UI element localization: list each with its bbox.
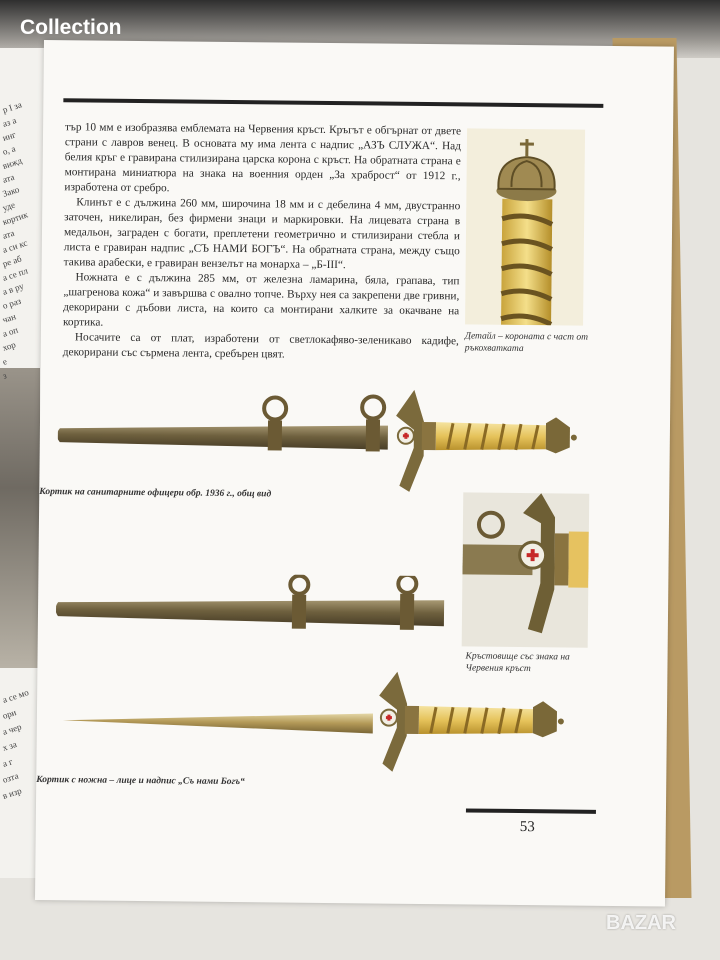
- paragraph: Ножната е с дължина 285 мм, от железна ламарина, бяла, грапава, тип „шагренова кожа“ и завършва с овално топче. Върху нея са закрепени две гривни, декорирани с дъбови листа, на които са монтирани халките за окачване на кортика.: [62, 271, 460, 329]
- left-page-caption-line: в изр: [1, 785, 23, 801]
- dagger-unsheathed-image: [62, 664, 583, 787]
- crossguard-photo: [462, 492, 590, 647]
- left-page-text-line: вижд: [1, 155, 24, 171]
- left-page-text-line: кортик: [1, 209, 30, 227]
- left-page-text-line: а си кс: [1, 237, 29, 255]
- book-page: [35, 40, 674, 907]
- left-page-caption-line: ори: [1, 707, 18, 721]
- left-page-text-line: а в ру: [1, 280, 25, 297]
- paragraph: Клинът е с дължина 260 мм, широчина 18 мм и с дебелина 4 мм, двустранно заточен, никелиран, без фирмени знаци и маркировки. На лицевата страна в медальон, заграден с богати, преплетени геометрично и стилизирани стебла и листа е гравиран надпис „СЪ НАМИ БОГЪ“. На обратната страна, между също такива арабески, е гравиран вензелът на монарха – „Б-ІІІ“.: [63, 196, 461, 272]
- left-page-text-line: чан: [1, 311, 18, 325]
- page-number: 53: [519, 819, 535, 836]
- caption-dagger-unsheathed: Кортик с ножна – лице и надпис „Съ нами Богъ“: [36, 774, 245, 788]
- left-page-caption-line: а се мо: [1, 687, 30, 705]
- caption-dagger-full: Кортик на санитарните офицери обр. 1936 г., общ вид: [39, 486, 272, 500]
- left-page-caption-line: а чер: [1, 721, 23, 737]
- scabbard-image: [56, 572, 457, 638]
- paragraph: тър 10 мм е изобразява емблемата на Червения кръст. Кръгът е обгърнат от двете страни с лавров венец. В основата му има лента с надпис „АЗЪ СЛУЖА“. Над белия кръг е гравирана стилизирана царска корона с кръст. На обратната страна е монтирана миниатюра на знака на военния орден „За храброст“ от 1912 г., изработена от сребро.: [64, 121, 462, 195]
- app-title: Collection: [20, 16, 122, 39]
- left-page-text-line: хор: [1, 339, 17, 353]
- top-rule: [63, 98, 603, 108]
- left-page-text-line: ре аб: [1, 253, 23, 269]
- left-page-caption-line: х за: [1, 739, 18, 753]
- hilt-detail-image: [465, 128, 585, 325]
- left-page-text-line: уде: [1, 199, 17, 213]
- left-page-text-line: о раз: [1, 295, 23, 311]
- left-page-text-line: инг: [1, 129, 18, 143]
- crossguard-image: [462, 492, 590, 647]
- hilt-detail-photo: [465, 128, 585, 325]
- left-page-text-line: з: [1, 370, 8, 381]
- left-page-photo: [0, 368, 40, 668]
- left-page-caption-line: озта: [1, 770, 20, 785]
- left-page-text-line: аз а: [1, 115, 18, 129]
- bottom-rule: [466, 808, 596, 813]
- paragraph: Носачите са от плат, изработени от светлокафяво-зеленикаво кадифе, декорирани със сърмена лента, сребърен цвят.: [62, 331, 459, 361]
- left-page-text-line: а оп: [1, 324, 20, 339]
- left-page-text-line: р I за: [1, 99, 23, 115]
- main-text: [63, 120, 461, 364]
- left-page-text-line: Зако: [1, 184, 21, 199]
- left-page-text-line: а се пл: [1, 265, 30, 283]
- caption-detail: Детайл – короната с част от ръкохватката: [464, 331, 589, 355]
- left-page-text-line: ата: [1, 171, 16, 185]
- left-page-text-line: о, а: [1, 143, 17, 157]
- left-page-caption-line: а г: [1, 756, 14, 769]
- caption-crossguard: Кръстовище със знака на Червения кръст: [465, 651, 570, 675]
- left-page-text-line: ата: [1, 227, 16, 241]
- watermark-logo: BAZAR: [606, 912, 676, 934]
- left-page-text-line: е: [1, 356, 9, 367]
